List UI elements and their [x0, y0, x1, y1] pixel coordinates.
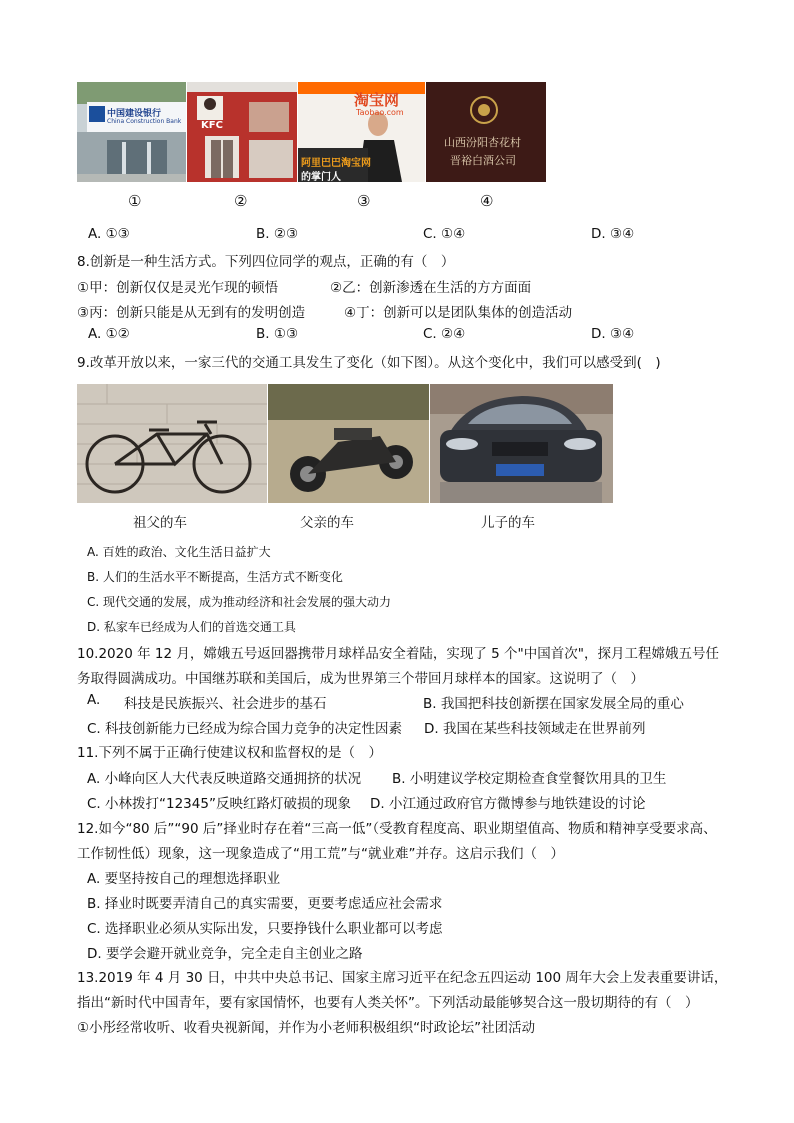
q8-option-b[interactable]: B. ①③	[256, 326, 299, 342]
wine-line-1: 山西汾阳杏花村	[444, 136, 521, 149]
q9-option-d[interactable]: D. 私家车已经成为人们的首选交通工具	[87, 620, 296, 634]
q12-option-b[interactable]: B. 择业时既要弄清自己的真实需要，更要考虑适应社会需求	[87, 896, 443, 912]
q13-stem-line-2: 指出“新时代中国青年，要有家国情怀，也要有人类关怀”。下列活动最能够契合这一殷切期待的有（ ）	[77, 995, 699, 1011]
q13-stem-line-1: 13.2019 年 4 月 30 日，中共中央总书记、国家主席习近平在纪念五四运动 100 周年大会上发表重要讲话，	[77, 970, 728, 986]
q11-option-d[interactable]: D. 小江通过政府官方微博参与地铁建设的讨论	[370, 796, 646, 812]
q12-option-d[interactable]: D. 要学会避开就业竞争，完全走自主创业之路	[87, 946, 363, 962]
q8-option-c[interactable]: C. ②④	[423, 326, 466, 342]
q9-stem: 9.改革开放以来，一家三代的交通工具发生了变化（如下图）。从这个变化中，我们可以感受到( )	[77, 355, 661, 371]
q9-option-a[interactable]: A. 百姓的政治、文化生活日益扩大	[87, 545, 271, 559]
q7-option-b[interactable]: B. ②③	[256, 226, 299, 242]
q8-statement-3: ③丙：创新只能是从无到有的发明创造	[77, 305, 306, 321]
bank-name: 中国建设银行	[107, 109, 162, 119]
q8-statement-1: ①甲：创新仅仅是灵光乍现的顿悟	[77, 280, 279, 296]
q11-option-b[interactable]: B. 小明建议学校定期检查食堂餐饮用具的卫生	[392, 771, 667, 787]
q8-statement-2: ②乙：创新渗透在生活的方方面面	[330, 280, 532, 296]
q10-option-b[interactable]: B. 我国把科技创新摆在国家发展全局的重心	[423, 696, 684, 712]
q7-option-a[interactable]: A. ①③	[88, 226, 130, 242]
taobao-caption-1: 阿里巴巴淘宝网	[301, 158, 371, 169]
q8-option-d[interactable]: D. ③④	[591, 326, 635, 342]
bank-sub: China Construction Bank	[107, 118, 182, 125]
q9-option-c[interactable]: C. 现代交通的发展，成为推动经济和社会发展的强大动力	[87, 595, 392, 609]
caption-father: 父亲的车	[300, 515, 354, 531]
kfc-sign: KFC	[201, 120, 223, 131]
taobao-caption-2: 的掌门人	[301, 172, 341, 182]
q10-option-a-letter[interactable]: A.	[87, 692, 101, 708]
wine-line-2: 晋裕白酒公司	[450, 154, 516, 167]
q11-option-a[interactable]: A. 小峰向区人大代表反映道路交通拥挤的状况	[87, 771, 362, 787]
q11-stem: 11.下列不属于正确行使建议权和监督权的是（ ）	[77, 745, 382, 761]
q8-stem: 8.创新是一种生活方式。下列四位同学的观点，正确的有（ ）	[77, 254, 455, 270]
wine-photo	[426, 82, 546, 182]
q7-option-c[interactable]: C. ①④	[423, 226, 466, 242]
kfc-photo	[187, 82, 297, 182]
q11-option-c[interactable]: C. 小林拨打“12345”反映红路灯破损的现象	[87, 796, 351, 812]
q12-option-a[interactable]: A. 要坚持按自己的理想选择职业	[87, 871, 281, 887]
q10-stem-line-1: 10.2020 年 12 月，嫦娥五号返回器携带月球样品安全着陆，实现了 5 个"中国首次"，探月工程嫦娥五号任	[77, 646, 719, 662]
image-label-3: ③	[357, 192, 371, 210]
bicycle-photo	[77, 384, 267, 503]
q8-option-a[interactable]: A. ①②	[88, 326, 130, 342]
image-label-1: ①	[128, 192, 142, 210]
image-label-4: ④	[480, 192, 494, 210]
q10-option-a[interactable]: 科技是民族振兴、社会进步的基石	[124, 696, 327, 712]
q12-option-c[interactable]: C. 选择职业必须从实际出发，只要挣钱什么职业都可以考虑	[87, 921, 443, 937]
q12-stem-line-1: 12.如今“80 后”“90 后”择业时存在着“三高一低”（受教育程度高、职业期望值高、物质和精神享受要求高、	[77, 821, 717, 837]
q10-stem-line-2: 务取得圆满成功。中国继苏联和美国后，成为世界第三个带回月球样本的国家。这说明了（ ）	[77, 671, 644, 687]
q8-statement-4: ④丁：创新可以是团队集体的创造活动	[344, 305, 573, 321]
taobao-domain: Taobao.com	[356, 108, 404, 117]
q10-option-d[interactable]: D. 我国在某些科技领域走在世界前列	[424, 721, 646, 737]
image-label-2: ②	[234, 192, 248, 210]
q9-option-b[interactable]: B. 人们的生活水平不断提高，生活方式不断变化	[87, 570, 343, 584]
q13-statement-1: ①小彤经常收听、收看央视新闻，并作为小老师积极组织“时政论坛”社团活动	[77, 1020, 536, 1036]
bank-photo	[77, 82, 186, 182]
caption-son: 儿子的车	[481, 515, 535, 531]
caption-grandfather: 祖父的车	[133, 515, 187, 531]
motorcycle-photo	[268, 384, 429, 503]
car-photo	[430, 384, 613, 503]
q7-option-d[interactable]: D. ③④	[591, 226, 635, 242]
q12-stem-line-2: 工作韧性低）现象，这一现象造成了“用工荒”与“就业难”并存。这启示我们（ ）	[77, 846, 564, 862]
q10-option-c[interactable]: C. 科技创新能力已经成为综合国力竞争的决定性因素	[87, 721, 403, 737]
taobao-photo	[298, 82, 425, 182]
taobao-logo: 淘宝网	[354, 91, 400, 109]
